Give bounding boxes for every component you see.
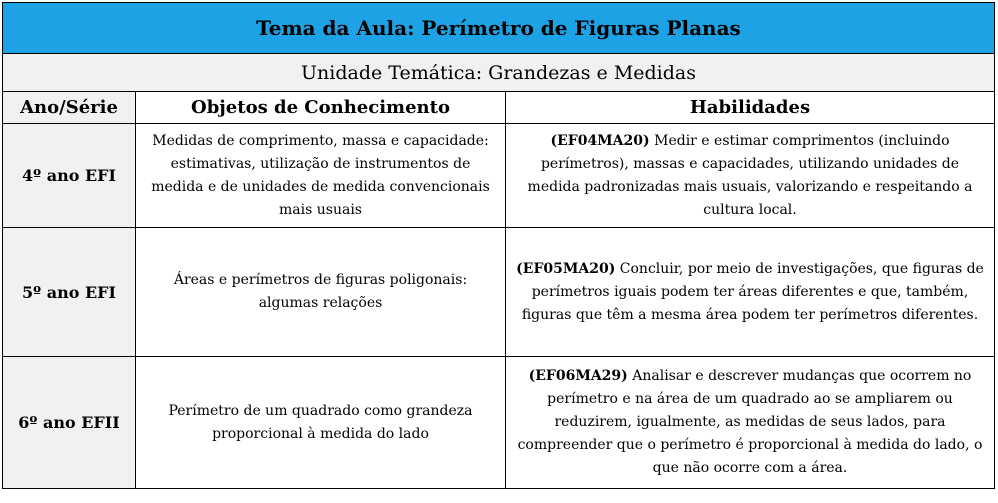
grade-cell: 6º ano EFII	[3, 357, 136, 489]
table-row	[3, 357, 995, 489]
skill-text: Medir e estimar comprimentos (incluindo perímetros), massas e capacidades, utilizando unidades de medida padronizadas mais usuais, valorizando e respeitando a cultura local.	[527, 132, 973, 218]
skill-code: (EF06MA29)	[528, 368, 628, 384]
unit-row	[3, 54, 995, 92]
skill-code: (EF04MA20)	[550, 132, 650, 149]
grade-cell: 5º ano EFI	[3, 228, 136, 357]
thematic-unit: Unidade Temática: Grandezas e Medidas	[3, 54, 995, 92]
objects-cell: Perímetro de um quadrado como grandeza proporcional à medida do lado	[136, 357, 506, 489]
skills-cell	[506, 228, 995, 357]
lesson-title: Tema da Aula: Perímetro de Figuras Planas	[3, 3, 995, 54]
objects-cell: Áreas e perímetros de figuras poligonais: algumas relações	[136, 228, 506, 357]
header-skills: Habilidades	[506, 92, 995, 124]
skill-text: Concluir, por meio de investigações, que figuras de perímetros iguais podem ter áreas diferentes e que, também, figuras que têm a mesma área podem ter perímetros diferentes.	[521, 260, 984, 323]
title-row	[3, 3, 995, 54]
grade-cell: 4º ano EFI	[3, 124, 136, 228]
lesson-table	[2, 2, 995, 489]
table-row	[3, 228, 995, 357]
header-grade: Ano/Série	[3, 92, 136, 124]
lesson-plan-document	[2, 2, 994, 489]
skills-cell	[506, 357, 995, 489]
table-row	[3, 124, 995, 228]
header-objects: Objetos de Conhecimento	[136, 92, 506, 124]
skill-code: (EF05MA20)	[516, 260, 616, 277]
header-row	[3, 92, 995, 124]
skill-text: Analisar e descrever mudanças que ocorrem no perímetro e na área de um quadrado ao se ampliarem ou reduzirem, igualmente, as medidas de seus lados, para compreender que o perímetro é proporcional à medida do lado, o que não ocorre com a área.	[517, 368, 983, 476]
skills-cell	[506, 124, 995, 228]
objects-cell: Medidas de comprimento, massa e capacidade: estimativas, utilização de instrumentos de medida e de unidades de medida convencionais mais usuais	[136, 124, 506, 228]
